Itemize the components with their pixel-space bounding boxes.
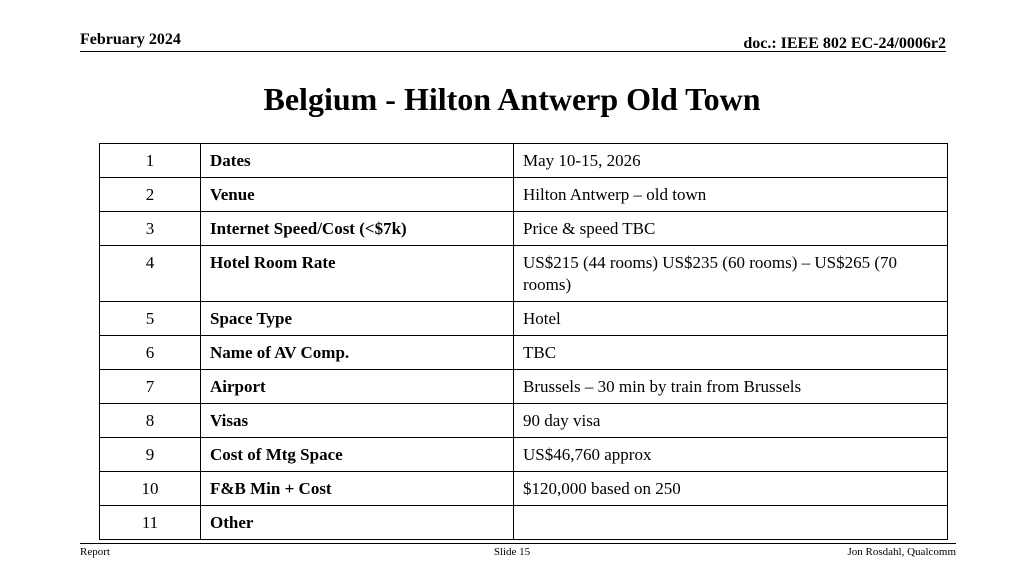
row-label: Cost of Mtg Space	[201, 438, 514, 472]
header-divider	[80, 51, 946, 52]
table-row	[100, 370, 948, 404]
row-value: Brussels – 30 min by train from Brussels	[514, 370, 948, 404]
row-value: Hilton Antwerp – old town	[514, 178, 948, 212]
row-label: Dates	[201, 144, 514, 178]
venue-info-table	[99, 143, 948, 540]
row-value: US$215 (44 rooms) US$235 (60 rooms) – US$265 (70 rooms)	[514, 246, 948, 302]
table-row	[100, 404, 948, 438]
row-number: 6	[100, 336, 201, 370]
footer-author: Jon Rosdahl, Qualcomm	[847, 546, 956, 558]
row-number: 11	[100, 506, 201, 540]
row-value: TBC	[514, 336, 948, 370]
row-number: 3	[100, 212, 201, 246]
table-row	[100, 144, 948, 178]
row-value: $120,000 based on 250	[514, 472, 948, 506]
footer-slide-number: Slide 15	[493, 546, 531, 558]
row-number: 7	[100, 370, 201, 404]
table-row	[100, 212, 948, 246]
table-row	[100, 506, 948, 540]
table-row	[100, 336, 948, 370]
row-value: May 10-15, 2026	[514, 144, 948, 178]
row-number: 2	[100, 178, 201, 212]
row-label: Visas	[201, 404, 514, 438]
row-label: Space Type	[201, 302, 514, 336]
footer-divider	[80, 543, 956, 544]
row-value: US$46,760 approx	[514, 438, 948, 472]
row-number: 9	[100, 438, 201, 472]
row-value	[514, 506, 948, 540]
table-row	[100, 438, 948, 472]
row-label: Venue	[201, 178, 514, 212]
row-label: Airport	[201, 370, 514, 404]
row-number: 10	[100, 472, 201, 506]
row-number: 8	[100, 404, 201, 438]
slide-title: Belgium - Hilton Antwerp Old Town	[263, 81, 761, 117]
table-row	[100, 472, 948, 506]
table-row	[100, 246, 948, 302]
row-value: Hotel	[514, 302, 948, 336]
row-label: Name of AV Comp.	[201, 336, 514, 370]
row-number: 5	[100, 302, 201, 336]
table-row	[100, 302, 948, 336]
footer-report-label: Report	[80, 546, 110, 558]
row-value: Price & speed TBC	[514, 212, 948, 246]
row-label: Internet Speed/Cost (<$7k)	[201, 212, 514, 246]
header-date: February 2024	[80, 31, 181, 48]
table-row	[100, 178, 948, 212]
row-label: F&B Min + Cost	[201, 472, 514, 506]
header-doc-id: doc.: IEEE 802 EC-24/0006r2	[743, 35, 946, 52]
row-number: 4	[100, 246, 201, 302]
row-label: Hotel Room Rate	[201, 246, 514, 302]
row-label: Other	[201, 506, 514, 540]
row-number: 1	[100, 144, 201, 178]
row-value: 90 day visa	[514, 404, 948, 438]
